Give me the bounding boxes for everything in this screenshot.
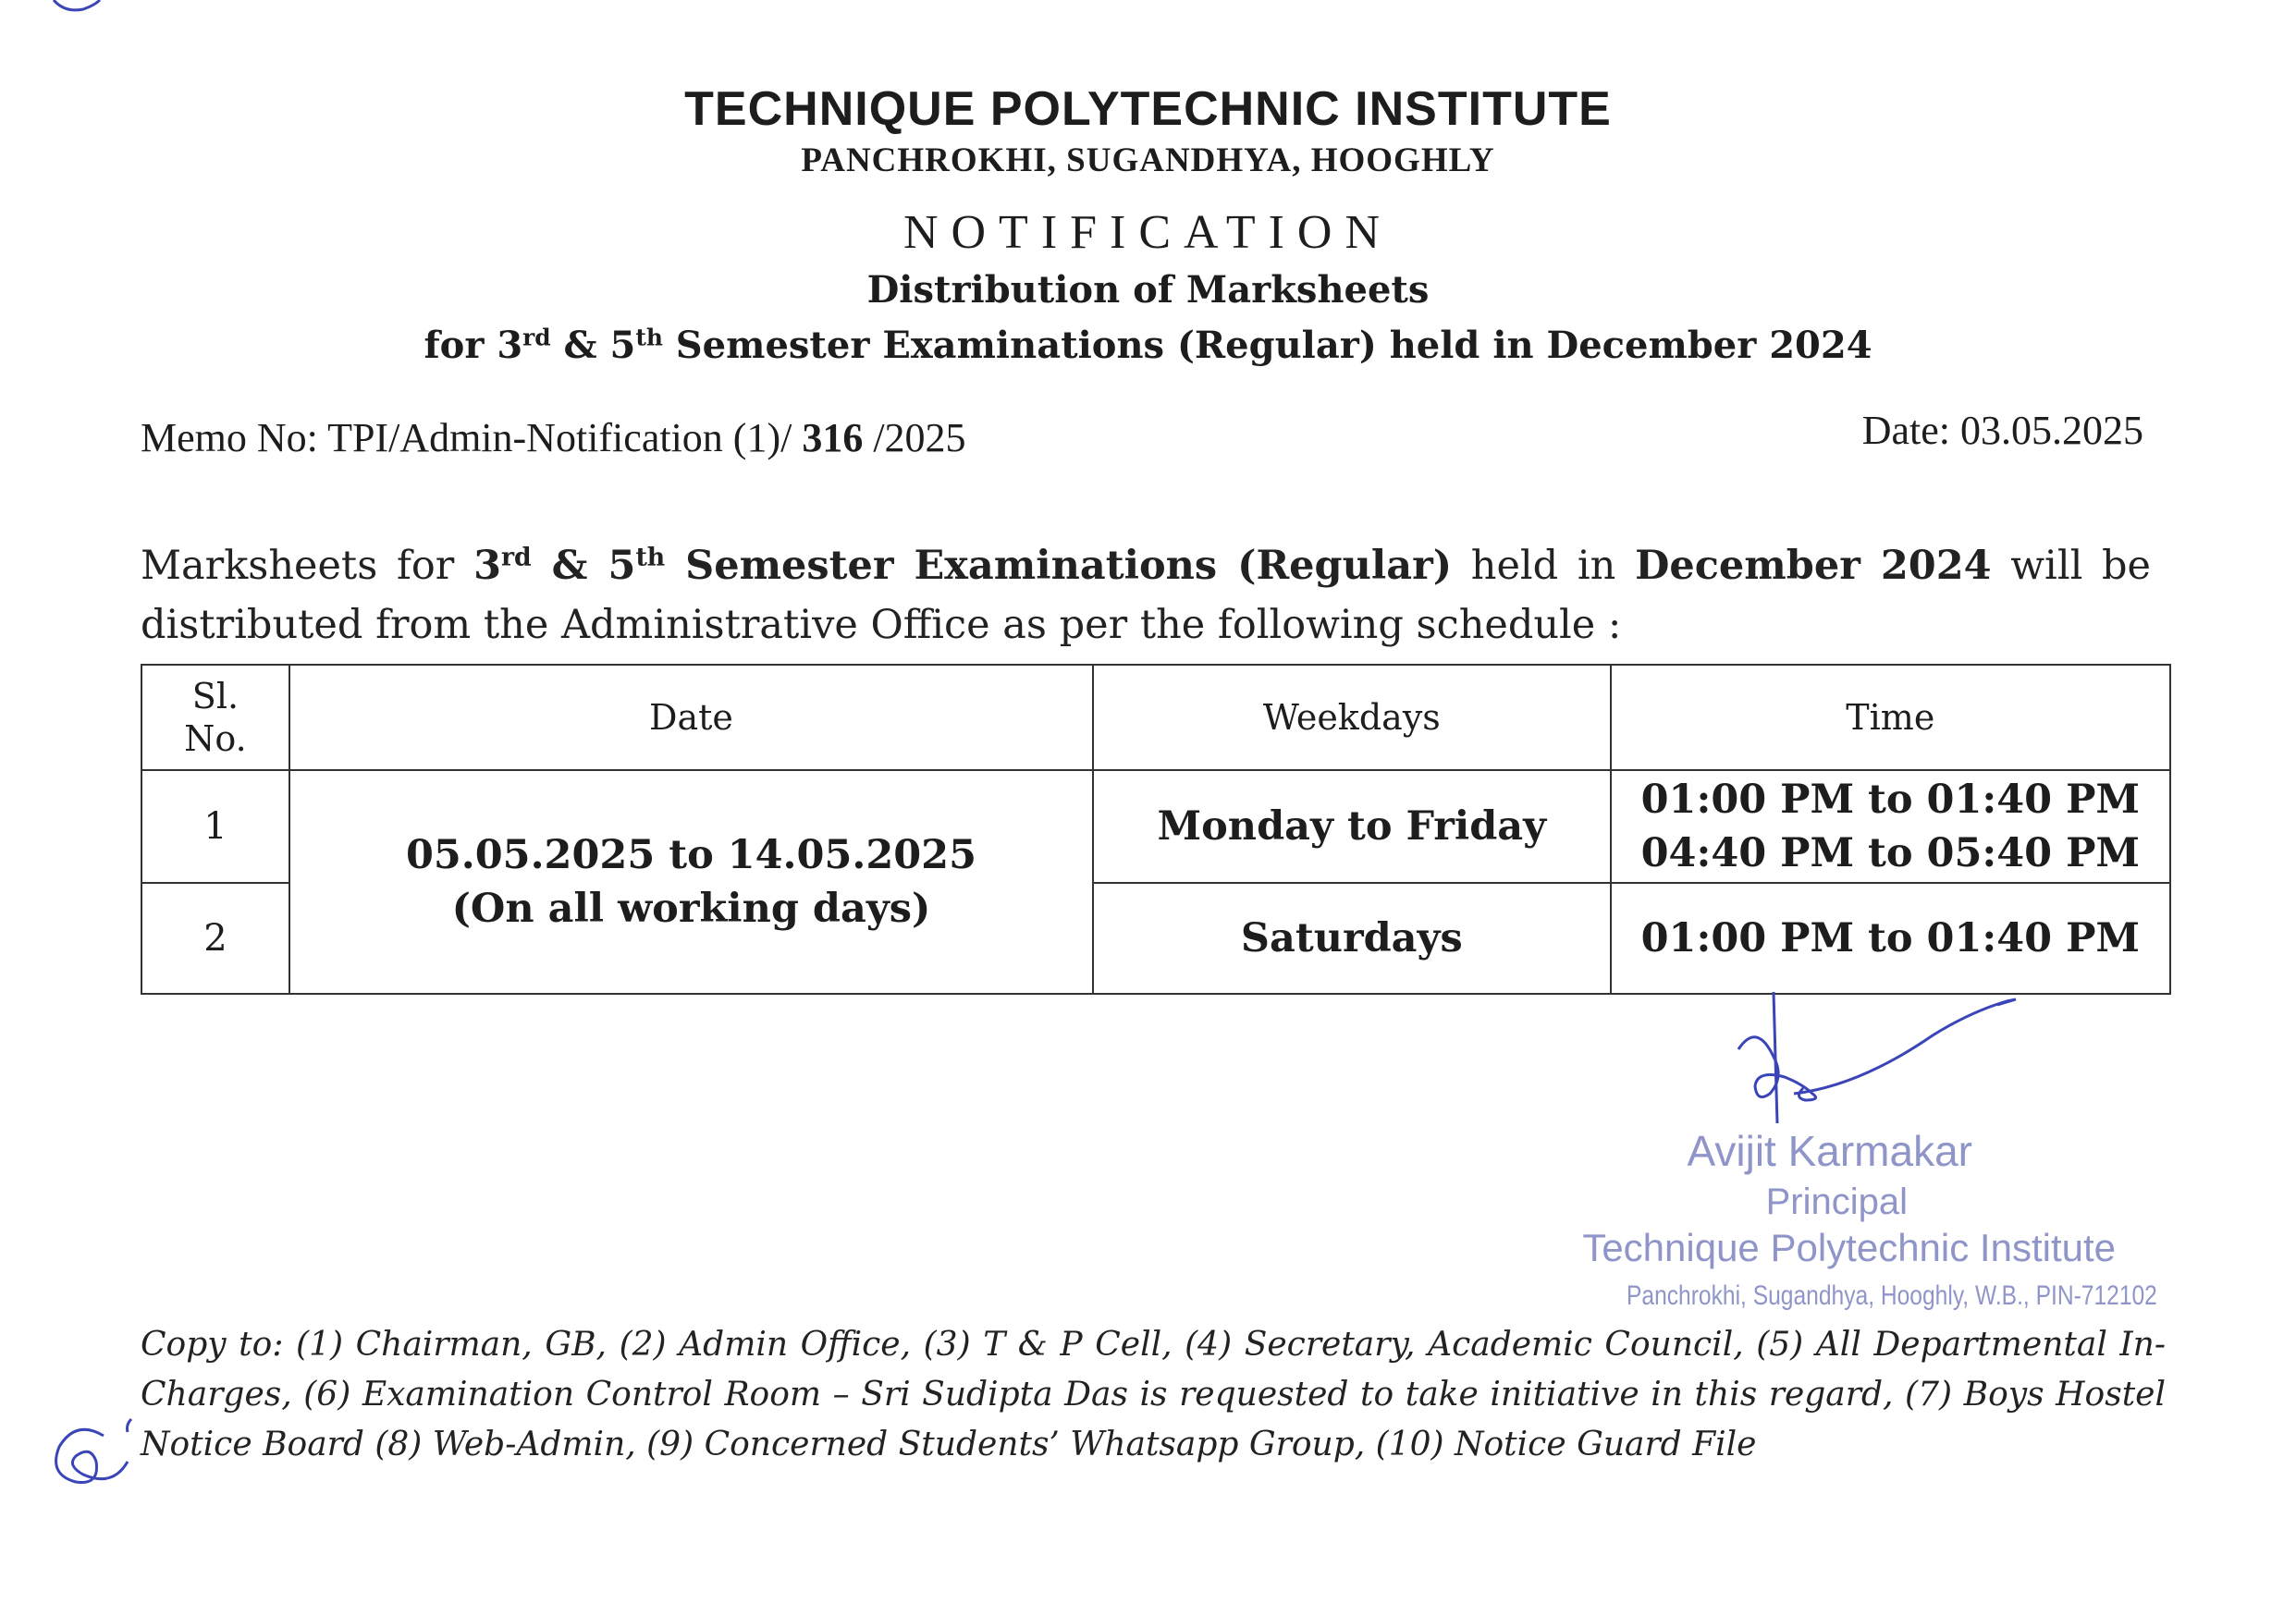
signatory-institute: Technique Polytechnic Institute [1582, 1226, 2116, 1269]
copy-to-list: Copy to: (1) Chairman, GB, (2) Admin Office, (3) T & P Cell, (4) Secretary, Academic Council, (5) All Departmental In-Charges, (6) Examination Control Room – Sri Sudipta Das is requested to take initiative in this regard, (7) Boys Hostel Notice Board (8) Web-Admin, (9) Concerned Students’ Whatsapp Group, (10) Notice Guard File [141, 1326, 2166, 1463]
header-weekdays: Weekdays [1093, 665, 1611, 770]
table-header-row [141, 665, 2170, 770]
signatory-title: Principal [1765, 1181, 1908, 1222]
time-slot: 04:40 PM to 05:40 PM [1640, 830, 2140, 876]
header-sl-no: Sl. No. [141, 665, 289, 770]
notice-body: Marksheets for 3rd & 5th Semester Examinations (Regular) held in December 2024 will be distributed from the Administrative Office as per the following schedule : [141, 543, 2152, 648]
institute-name: TECHNIQUE POLYTECHNIC INSTITUTE [684, 82, 1612, 136]
date-note: (On all working days) [451, 886, 931, 932]
date-range-cell [289, 770, 1093, 994]
signature-icon [1720, 985, 2025, 1132]
header-time: Time [1611, 665, 2170, 770]
table-row [141, 770, 2170, 883]
row-time: 01:00 PM to 01:40 PM [1611, 883, 2170, 994]
initials-mark-icon [39, 1410, 141, 1502]
signatory-address: Panchrokhi, Sugandhya, Hooghly, W.B., PIN-712102 [1627, 1280, 2157, 1311]
row-sl-no: 1 [141, 770, 289, 883]
date-range: 05.05.2025 to 14.05.2025 [405, 832, 977, 878]
schedule-table [141, 664, 2171, 995]
ink-mark-icon [46, 0, 111, 18]
subject-line-2: for 3rd & 5th Semester Examinations (Regular) held in December 2024 [424, 324, 1872, 367]
signatory-name: Avijit Karmakar [1687, 1127, 1972, 1175]
row-weekdays: Saturdays [1093, 883, 1611, 994]
time-slot: 01:00 PM to 01:40 PM [1640, 777, 2140, 823]
row-time [1611, 770, 2170, 883]
institute-address: PANCHROKHI, SUGANDHYA, HOOGHLY [801, 141, 1495, 179]
row-weekdays: Monday to Friday [1093, 770, 1611, 883]
header-date: Date [289, 665, 1093, 770]
row-sl-no: 2 [141, 883, 289, 994]
memo-number: Memo No: TPI/Admin-Notification (1)/ 316 /2025 [141, 415, 966, 460]
notification-heading: NOTIFICATION [902, 206, 1394, 259]
subject-line-1: Distribution of Marksheets [866, 268, 1430, 312]
memo-date: Date: 03.05.2025 [1861, 408, 2143, 453]
